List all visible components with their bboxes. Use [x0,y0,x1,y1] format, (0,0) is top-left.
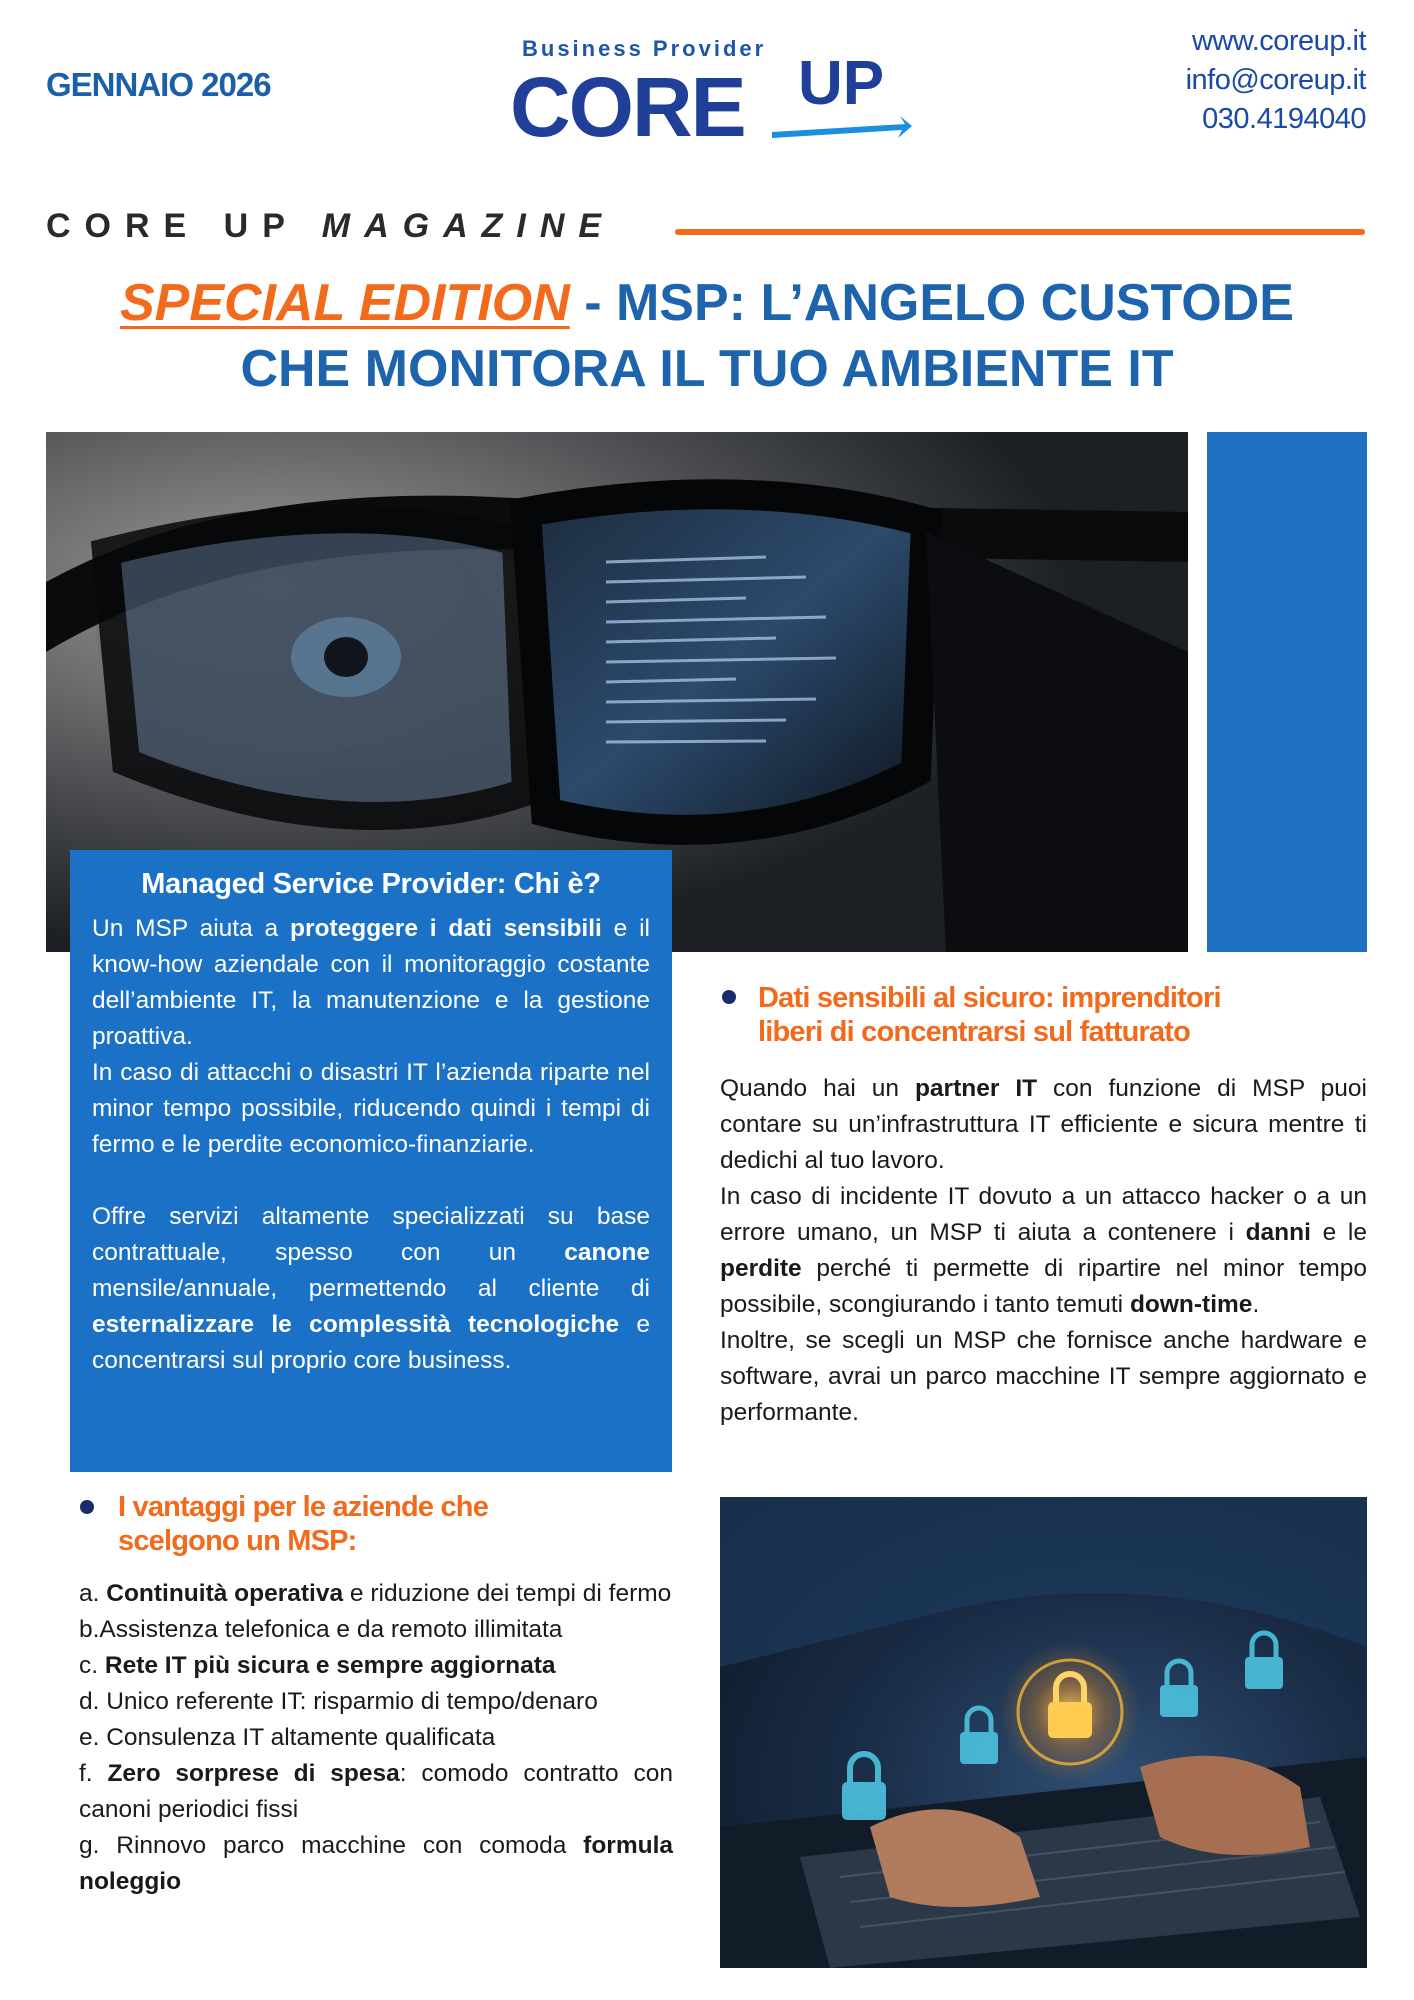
msp-info-box [70,850,672,1472]
bold-text: Zero sorprese di spesa [107,1760,400,1787]
section-body-dati-sensibili [720,1071,1367,1431]
bold-text: esternalizzare le complessità tecnologiche [92,1311,620,1338]
logo-swoosh-icon [772,116,912,138]
section-heading-line1: I vantaggi per le aziende che [118,1491,489,1523]
bold-text: proteggere i dati sensibili [290,915,602,942]
text-run: Offre servizi altamente specializzati su base contrattuale, spesso con un [92,1203,650,1266]
list-item [79,1720,673,1756]
coreup-logo[interactable] [510,36,920,146]
section-paragraph [720,1323,1367,1431]
text-run: f. [79,1760,108,1787]
text-run: perché ti permette di ripartire nel minor tempo possibile, scongiurando i tanto temuti [720,1255,1367,1318]
cybersecurity-laptop-photo [720,1497,1367,1968]
magazine-title-italic: MAGAZINE [321,207,616,245]
list-item [79,1684,673,1720]
section-heading-line2: scelgono un MSP: [118,1525,357,1557]
logo-tagline: Business Provider [522,36,767,61]
bullet-dot-icon [80,1500,94,1514]
list-item [79,1828,673,1900]
logo-wordmark-icon [510,54,920,146]
magazine-title [46,207,615,246]
contact-block [1186,22,1366,139]
special-edition-label: SPECIAL EDITION [120,274,570,332]
vantaggi-list [79,1576,673,1900]
section-heading-line1: Dati sensibili al sicuro: imprenditori [758,982,1221,1014]
text-run: con funzione di MSP puoi contare su un’infrastruttura IT efficiente e sicura mentre ti dedichi al tuo lavoro. [720,1075,1367,1174]
bold-text: perdite [720,1255,802,1282]
section-paragraph [720,1179,1367,1323]
text-run: e concentrarsi sul proprio core business. [92,1311,650,1374]
text-run: . [1252,1291,1260,1318]
text-run: e le [1310,1219,1367,1246]
text-run: e riduzione dei tempi di fermo [343,1580,672,1607]
headline-line2: CHE MONITORA IL TUO AMBIENTE IT [240,340,1174,398]
phone-number[interactable]: 030.4194040 [1202,103,1366,135]
text-run: g. Rinnovo parco macchine con comoda [79,1832,584,1859]
email-link[interactable]: info@coreup.it [1185,64,1366,96]
section-heading-dati-sensibili [758,981,1221,1049]
info-box-paragraph-2 [92,1055,650,1163]
list-item [79,1612,673,1648]
website-link[interactable]: www.coreup.it [1191,25,1366,57]
text-run: e il know-how aziendale con il monitoraggio costante dell’ambiente IT, la manutenzione e la gestione proattiva. [92,915,650,1050]
bold-text: canone [564,1239,650,1266]
text-run: b.Assistenza telefonica e da remoto illimitata [79,1616,563,1643]
text-run: In caso di attacchi o disastri IT l’azienda riparte nel minor tempo possibile, riducendo quindi i tempi di fermo e le perdite economico-finanziarie. [92,1059,650,1158]
section-paragraph [720,1071,1367,1179]
issue-date: GENNAIO 2026 [46,66,271,103]
bold-text: Continuità operativa [106,1580,344,1607]
laptop-padlocks-illustration-icon [720,1497,1367,1968]
text-run: : comodo contratto con canoni periodici fissi [79,1760,673,1823]
text-run: Un MSP aiuta a [92,915,290,942]
logo-up-text: UP [798,54,885,118]
list-item [79,1648,673,1684]
text-run: Inoltre, se scegli un MSP che fornisce anche hardware e software, avrai un parco macchine IT sempre aggiornato e performante. [720,1327,1367,1426]
magazine-title-plain: CORE UP [46,207,299,245]
list-item [79,1756,673,1828]
text-run: e. Consulenza IT altamente qualificata [79,1724,496,1751]
bold-text: partner IT [914,1075,1038,1102]
text-run: Quando hai un [720,1075,915,1102]
magazine-title-rule [675,229,1365,235]
bold-text: danni [1245,1219,1311,1246]
bold-text: Rete IT più sicura e sempre aggiornata [104,1652,556,1679]
page-headline [40,270,1374,402]
info-box-paragraph-3 [92,1199,650,1379]
section-heading-vantaggi [118,1490,488,1558]
logo-core-text: CORE [510,60,745,146]
text-run: mensile/annuale, permettendo al cliente di [92,1275,650,1302]
bold-text: down-time [1129,1291,1253,1318]
text-run: c. [79,1652,105,1679]
text-run: In caso di incidente IT dovuto a un attacco hacker o a un errore umano, un MSP ti aiuta a contenere i [720,1183,1367,1246]
decorative-blue-bar [1207,432,1367,952]
text-run: a. [79,1580,107,1607]
list-item [79,1576,673,1612]
section-heading-line2: liberi di concentrarsi sul fatturato [758,1016,1191,1048]
text-run: d. Unico referente IT: risparmio di tempo/denaro [79,1688,598,1715]
info-box-paragraph-1 [92,911,650,1055]
info-box-title: Managed Service Provider: Chi è? [141,868,601,900]
bold-text: formula noleggio [79,1832,673,1895]
bullet-dot-icon [722,990,736,1004]
headline-line1: - MSP: L’ANGELO CUSTODE [569,274,1294,332]
